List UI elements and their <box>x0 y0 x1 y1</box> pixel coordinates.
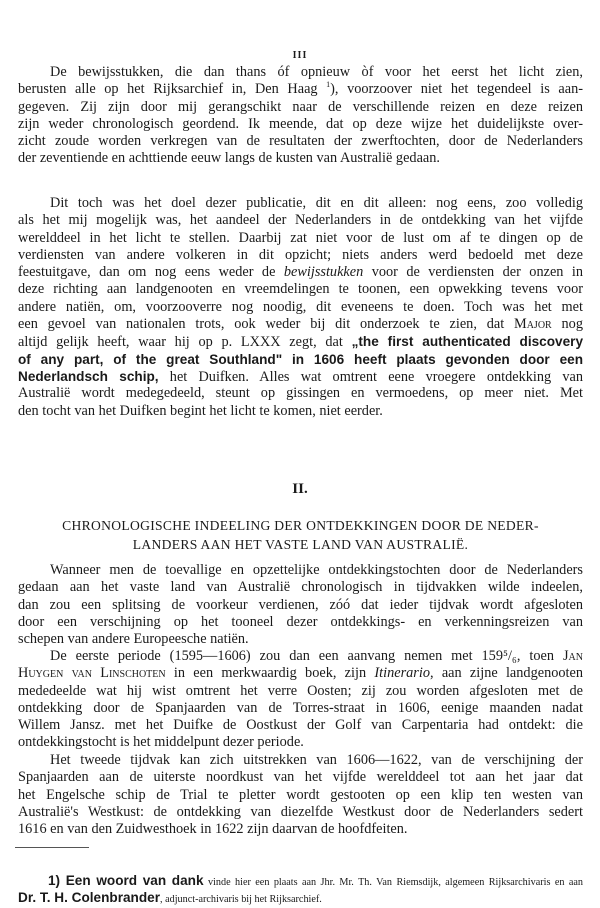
text-segment: Huygen van Linschoten <box>18 665 166 682</box>
text-line <box>18 316 583 333</box>
text-line <box>18 99 583 116</box>
text-segment: in een merkwaardig boek, zijn <box>165 665 375 682</box>
page-number: III <box>292 50 308 61</box>
text-segment: het Duifken. Alles wat omtrent eene vroegere ontdekking van <box>158 368 583 385</box>
text-segment: Nederlandsch schip, <box>18 368 159 384</box>
paragraph-chronology <box>18 562 583 648</box>
text-segment: bewijsstukken <box>283 264 364 281</box>
text-segment: altijd gelijk heeft, waar hij op p. LXXX zegt, dat <box>18 334 352 351</box>
text-line <box>18 787 583 804</box>
text-line <box>18 64 583 81</box>
text-segment: zijn weder chronologisch geordend. Ik meende, dat op deze wijze het duidelijkste over- <box>18 115 583 132</box>
text-line <box>18 665 583 682</box>
text-segment: Jan <box>562 648 583 664</box>
text-segment: voor de verdiensten der onzen in <box>363 264 583 281</box>
text-segment: , aan zijne landgenooten <box>429 665 583 682</box>
text-line <box>18 212 583 229</box>
text-segment: , adjunct-archivaris bij het Rijksarchief. <box>160 894 322 906</box>
section-title-line: LANDERS AAN HET VASTE LAND VAN AUSTRALIË. <box>132 537 469 552</box>
text-line <box>18 403 583 420</box>
section-title-line: CHRONOLOGISCHE INDEELING DER ONTDEKKINGEN DOOR DE NEDER- <box>62 518 539 533</box>
text-line <box>18 804 583 821</box>
text-segment: dan zou een splitsing de voorkeur verdienen, zóó dat ieder tijdvak wordt afgesloten <box>18 596 583 613</box>
text-segment: De bewijsstukken, die dan thans óf opnieuw òf voor het eerst het licht zien, <box>50 64 583 80</box>
text-segment: als het mij mogelijk was, het aandeel der Nederlanders in de ontdekking van het vijfde <box>18 212 583 229</box>
text-segment: Australië's Westkust: de ontdekking van diezelfde Westkust door de Nederlanders sedert <box>18 803 583 820</box>
text-segment: schepen van andere Europeesche natiën. <box>18 631 249 648</box>
section-title <box>18 516 583 554</box>
text-line <box>18 821 583 838</box>
text-segment: het Engelsche schip de Trial te pletter wordt gestooten op een klip ten westen van <box>18 786 583 803</box>
text-line <box>18 368 583 385</box>
footnote-divider <box>15 847 89 848</box>
text-line <box>18 579 583 596</box>
text-segment: door een verschijning op het tooneel dezer ontdekkings- en verkenningsreizen van <box>18 613 583 630</box>
text-line <box>18 150 583 167</box>
text-segment: Major <box>514 316 552 333</box>
text-line <box>18 333 583 350</box>
text-segment: Dit toch was het doel dezer publicatie, dit en dit alleen: nog eens, zoo volledig <box>50 195 583 211</box>
text-line <box>18 700 583 717</box>
text-segment: den tocht van het Duifken begint het licht te komen, niet eerder. <box>18 402 383 419</box>
text-segment: Wanneer men de toevallige en opzettelijke ontdekkingstochten door de Nederlanders <box>50 562 583 578</box>
section-number: II. <box>292 481 308 497</box>
text-segment: mededeelde wat hij wist omtrent het verre Oosten; zij zou worden afgesloten met de <box>18 682 583 699</box>
text-line <box>18 769 583 786</box>
paragraph-purpose <box>18 195 583 420</box>
text-segment: gedaan aan het vaste land van Australië chronologisch in tijdvakken wilde indeelen, <box>18 579 583 596</box>
text-segment: der zeventiende en achttiende eeuw langs de kusten van Australië gedaan. <box>18 150 440 167</box>
text-segment: Spanjaarden aan de uiterste noordkust van het vijfde werelddeel tot aan het jaar dat <box>18 769 583 786</box>
text-segment: of any part, of the great Southland" in 1606 heeft plaats gevonden door een <box>18 351 583 367</box>
text-segment: „the first authenticated discovery <box>351 334 584 350</box>
text-segment: werelddeel in het licht te stellen. Daarbij zat niet voor de lust om af te dingen op de <box>18 229 583 246</box>
text-segment: zicht zoude worden verkregen van de resultaten der zwerftochten, door de Nederlanders <box>18 133 583 150</box>
text-segment: 1) Een woord van dank <box>48 873 204 888</box>
text-segment: Het tweede tijdvak kan zich uitstrekken van 1606—1622, van de verschijning der <box>50 752 583 768</box>
text-line <box>18 597 583 614</box>
text-line <box>18 562 583 579</box>
text-line <box>18 299 583 316</box>
text-segment: Willem Jansz. met het Duifke de Oostkust der Golf van Carpentaria had ontdekt: die <box>18 717 583 734</box>
text-segment: vinde hier een plaats aan Jhr. Mr. Th. Van Riemsdijk, algemeen Rijksarchivaris en aan <box>203 877 583 888</box>
text-line <box>18 195 583 212</box>
text-line <box>18 873 583 890</box>
text-line <box>18 230 583 247</box>
footnote <box>18 873 583 908</box>
text-segment: ontdekking door de Spanjaarden van de Torres-straat in 1606, eenige maanden nadat <box>18 699 583 716</box>
text-line <box>18 631 583 648</box>
text-segment: ), voorzoover niet het tegendeel is aan- <box>330 81 583 98</box>
footnote-ref: 1 <box>326 80 331 90</box>
paragraph-first-period <box>18 648 583 752</box>
text-segment: berusten alle op het Rijksarchief in, Den Haag <box>18 81 327 98</box>
text-segment: andere natiën, om, voorzooverre nog noodig, dit eveneens te doen. Toch was het met <box>18 298 583 315</box>
text-line <box>18 81 583 98</box>
text-line <box>18 247 583 264</box>
text-segment: verdiensten van andere volkeren in dit opzicht; niets anders werd bedoeld met deze <box>18 246 583 263</box>
text-line <box>18 281 583 298</box>
text-line <box>18 133 583 150</box>
text-segment: Dr. T. H. Colenbrander <box>18 890 161 906</box>
text-line <box>18 351 583 368</box>
text-line <box>18 116 583 133</box>
text-line <box>18 648 583 665</box>
text-segment: Australië wordt medegedeeld, steunt op gissingen en vermoedens, op meer niet. Met <box>18 385 583 402</box>
text-line <box>18 752 583 769</box>
text-segment: nog <box>551 316 583 333</box>
text-segment: gegeven. Zij zijn door mij gerangschikt naar de verschillende reizen en deze reizen <box>18 98 583 115</box>
text-segment: 1616 en van den Zuidwesthoek in 1622 zijn daarvan de hoofdfeiten. <box>18 821 408 838</box>
text-segment: Itinerario <box>374 665 430 682</box>
paragraph-sources <box>18 64 583 168</box>
text-segment: een gevoel van nationalen trots, ook weder bij dit onderzoek te zien, dat <box>18 316 514 333</box>
text-line <box>18 717 583 734</box>
paragraph-second-period <box>18 752 583 838</box>
text-line <box>18 683 583 700</box>
text-line <box>18 734 583 751</box>
text-line <box>18 890 583 907</box>
text-segment: ontdekkingstocht is het middelpunt dezer periode. <box>18 734 304 751</box>
text-segment: deze richting aan landgenooten en vreemdelingen te toonen, een opwekking tevens voor <box>18 281 583 298</box>
text-line <box>18 614 583 631</box>
text-line <box>18 264 583 281</box>
text-segment: feestuitgave, dan om nog eens weder de <box>18 264 284 281</box>
text-segment: De eerste periode (1595—1606) zou dan een aanvang nemen met 159⁵/₆, toen <box>50 648 563 664</box>
text-line <box>18 385 583 402</box>
